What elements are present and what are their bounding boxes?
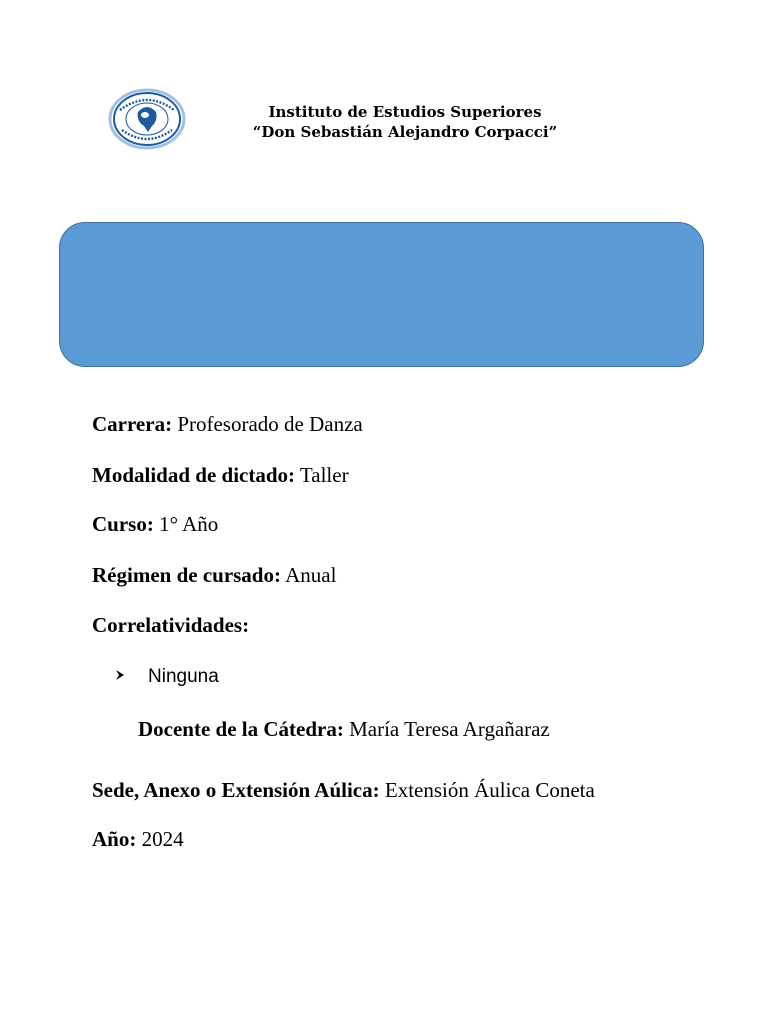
- field-label: Modalidad de dictado:: [92, 463, 296, 487]
- institute-name-line1: Instituto de Estudios Superiores: [268, 103, 542, 121]
- field-anio: [92, 826, 184, 852]
- field-label: Año:: [92, 827, 137, 851]
- institute-name: [210, 102, 600, 142]
- title-banner: [59, 222, 704, 367]
- field-value: 1° Año: [159, 512, 219, 536]
- field-value: María Teresa Argañaraz: [349, 717, 550, 741]
- field-label: Curso:: [92, 512, 154, 536]
- field-value: Profesorado de Danza: [177, 412, 363, 436]
- field-value: Extensión Áulica Coneta: [384, 778, 595, 802]
- institute-name-line2: “Don Sebastián Alejandro Corpacci”: [252, 123, 558, 141]
- field-carrera: [92, 411, 363, 437]
- field-label: Correlatividades:: [92, 613, 250, 637]
- field-label: Docente de la Cátedra:: [138, 717, 344, 741]
- field-docente: [138, 716, 550, 742]
- field-regimen: [92, 562, 336, 588]
- arrow-bullet-icon: [115, 668, 125, 682]
- field-label: Régimen de cursado:: [92, 563, 281, 587]
- field-correlatividades: [92, 612, 249, 638]
- institute-logo: [108, 88, 186, 150]
- list-item-label: Ninguna: [148, 666, 219, 687]
- field-value: Anual: [285, 563, 337, 587]
- field-curso: [92, 511, 218, 537]
- field-sede: [92, 777, 595, 803]
- field-value: 2024: [141, 827, 184, 851]
- field-label: Carrera:: [92, 412, 173, 436]
- document-header: [0, 0, 768, 160]
- field-modalidad: [92, 462, 349, 488]
- field-label: Sede, Anexo o Extensión Aúlica:: [92, 778, 380, 802]
- field-value: Taller: [299, 463, 349, 487]
